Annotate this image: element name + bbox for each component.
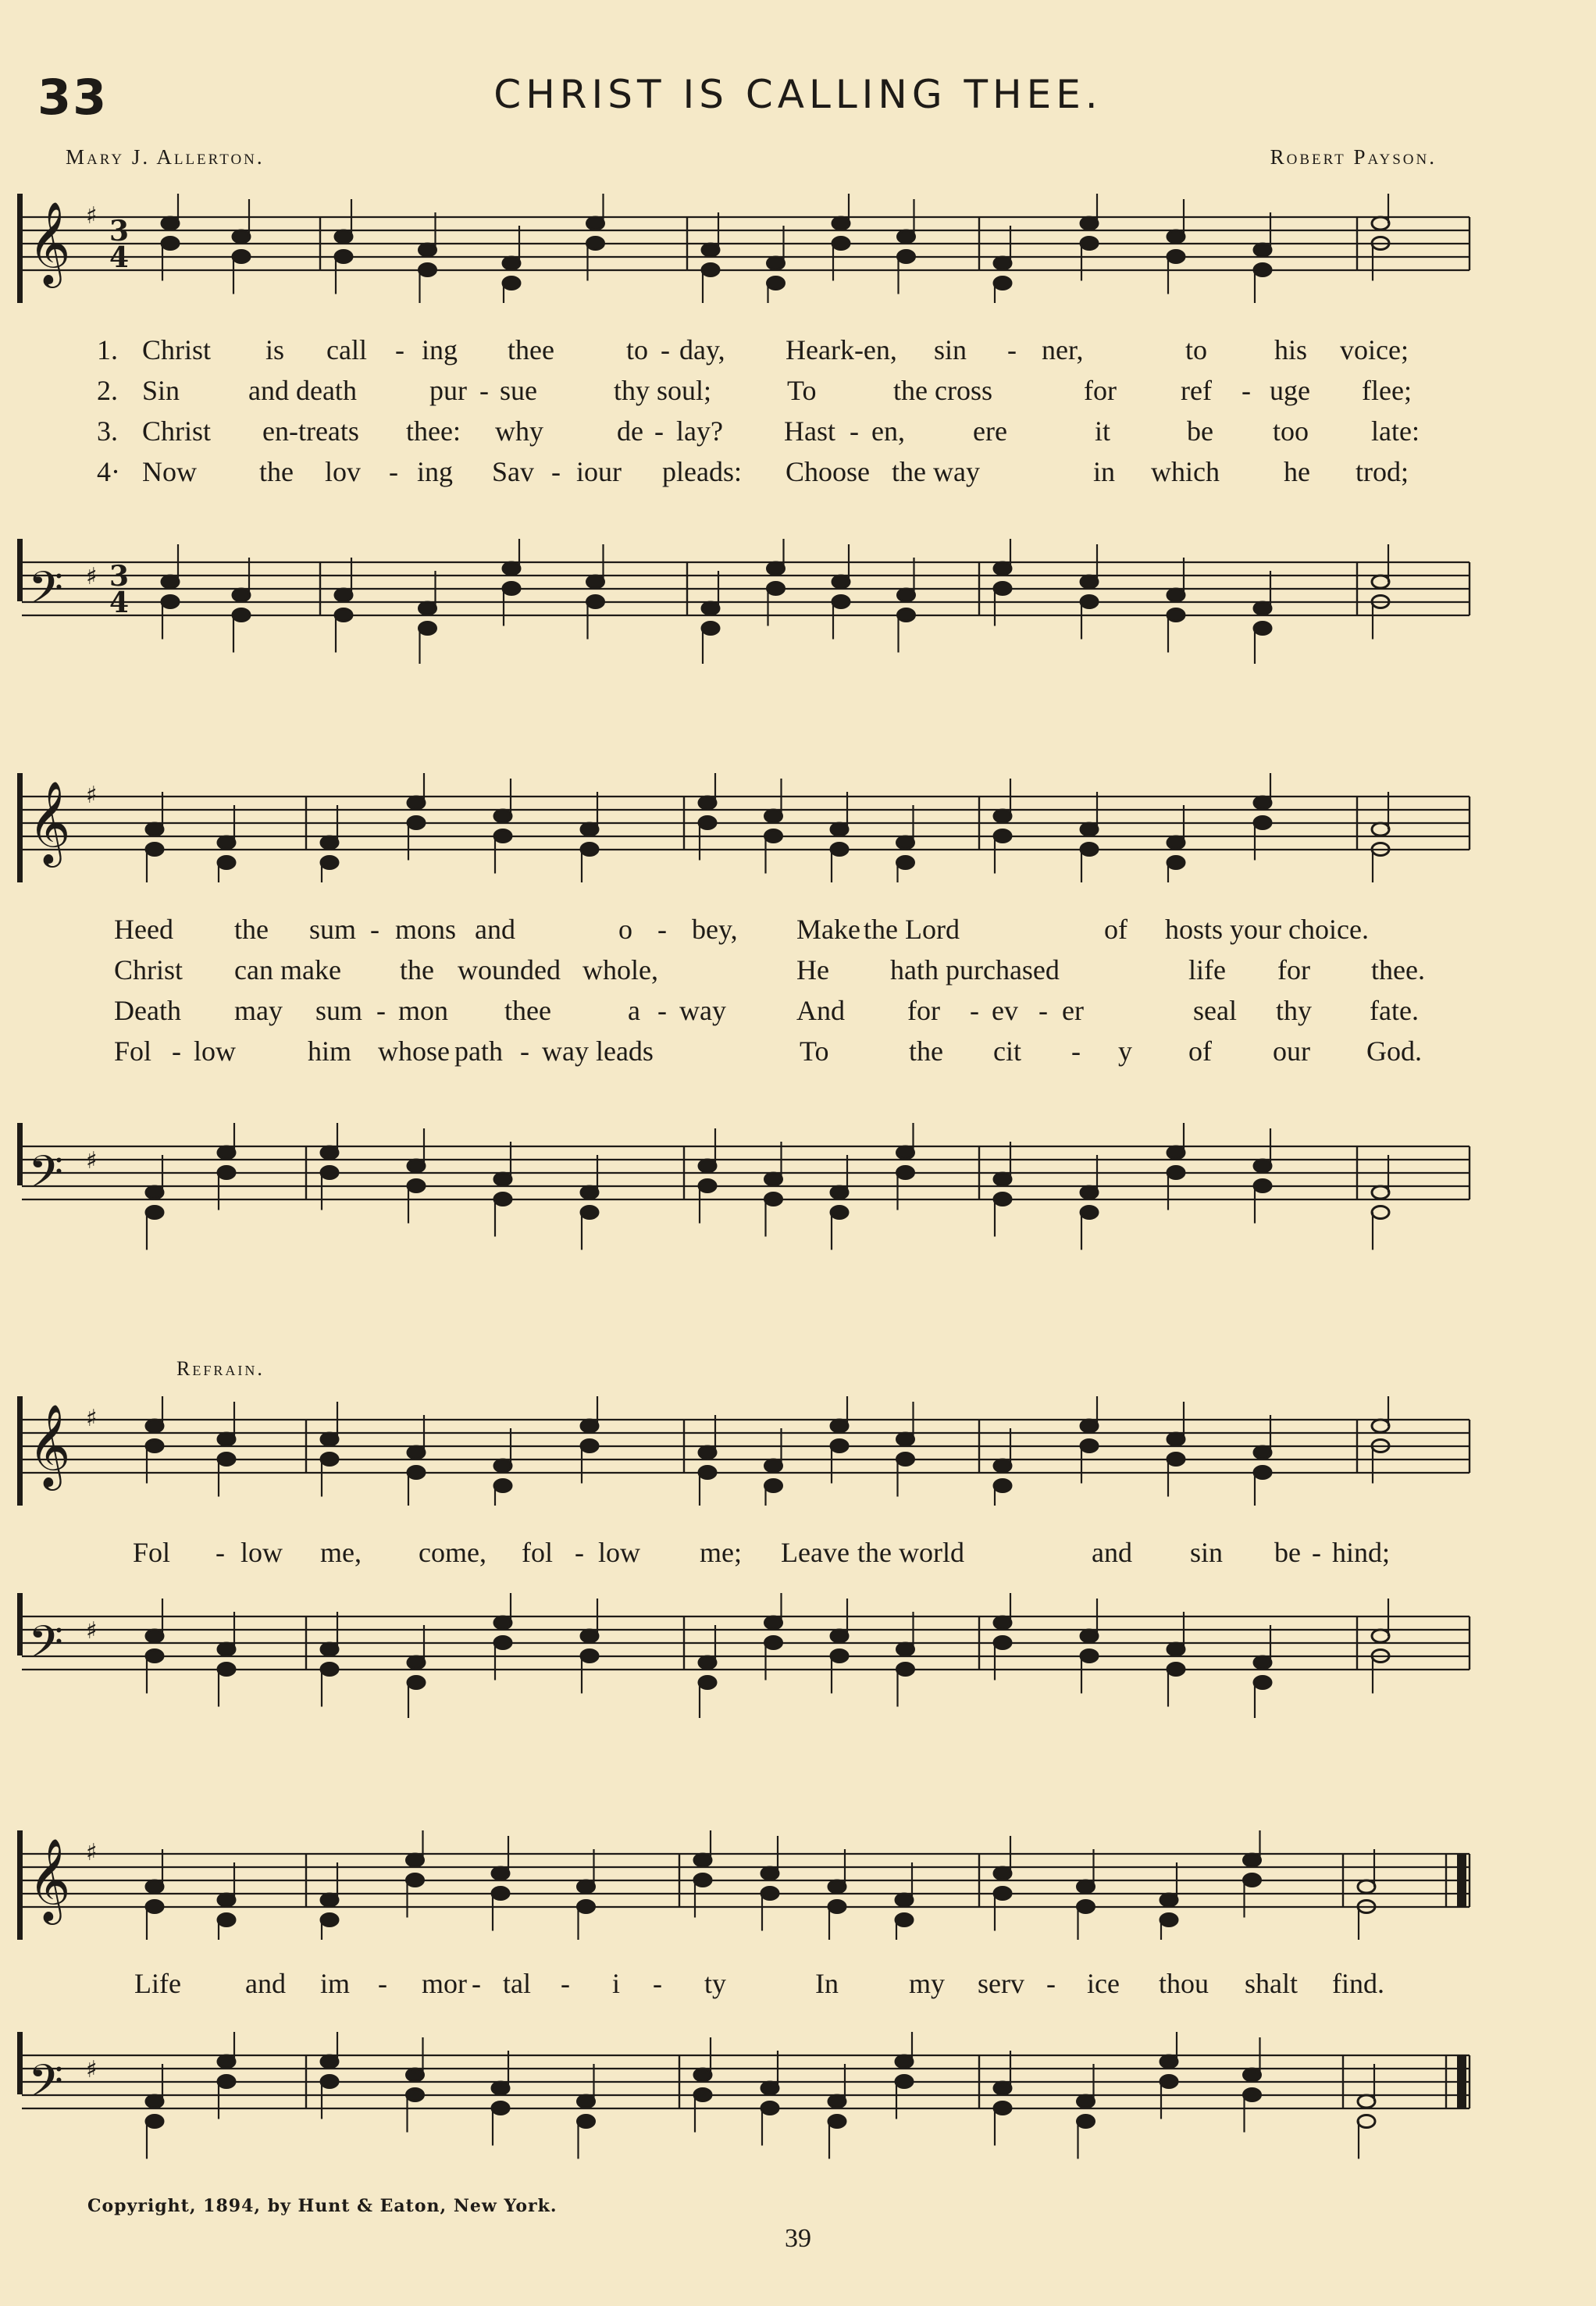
- note-head: [994, 1460, 1011, 1472]
- note-head: [994, 1193, 1011, 1206]
- time-signature: 4: [109, 586, 130, 619]
- copyright-notice: Copyright, 1894, by Hunt & Eaton, New York.: [87, 2196, 558, 2216]
- bass-staff-system-1: [0, 539, 1596, 664]
- note-head: [146, 1901, 163, 1913]
- note-head: [419, 602, 436, 615]
- note-head: [994, 277, 1011, 290]
- note-head: [699, 1160, 716, 1172]
- note-head: [233, 589, 250, 601]
- note-head: [694, 2069, 711, 2081]
- note-head: [1358, 2115, 1375, 2128]
- note-head: [994, 810, 1011, 822]
- note-head: [1167, 230, 1185, 243]
- bass-clef-icon: 𝄢: [28, 561, 64, 626]
- note-head: [897, 1643, 914, 1656]
- note-head: [146, 1630, 163, 1642]
- note-head: [1167, 836, 1185, 849]
- note-head: [1081, 1186, 1098, 1199]
- note-head: [146, 1186, 163, 1199]
- note-head: [1167, 1643, 1185, 1656]
- note-head: [768, 277, 785, 290]
- note-head: [699, 1656, 716, 1669]
- note-head: [335, 589, 352, 601]
- note-head: [218, 1453, 235, 1466]
- note-head: [419, 622, 436, 635]
- note-head: [407, 2069, 424, 2081]
- note-head: [994, 2102, 1011, 2115]
- note-head: [994, 1637, 1011, 1649]
- bass-staff-system-3: [0, 1593, 1596, 1718]
- note-head: [503, 562, 520, 575]
- note-head: [702, 244, 719, 256]
- note-head: [218, 2055, 235, 2068]
- note-head: [1167, 857, 1185, 869]
- note-head: [146, 823, 163, 836]
- note-head: [994, 562, 1011, 575]
- note-head: [1081, 596, 1098, 608]
- note-head: [897, 836, 914, 849]
- note-head: [765, 1637, 782, 1649]
- note-head: [699, 1467, 716, 1479]
- note-head: [896, 1914, 913, 1926]
- note-head: [1081, 1630, 1098, 1642]
- note-head: [761, 1887, 778, 1900]
- note-head: [1372, 1186, 1389, 1199]
- note-head: [1358, 2095, 1375, 2108]
- note-head: [994, 1173, 1011, 1185]
- sharp-icon: ♯: [86, 1147, 98, 1174]
- note-head: [335, 251, 352, 263]
- note-head: [1254, 244, 1271, 256]
- note-head: [831, 1186, 848, 1199]
- note-head: [494, 1460, 511, 1472]
- note-head: [503, 277, 520, 290]
- note-head: [699, 1446, 716, 1459]
- note-head: [581, 1630, 598, 1642]
- note-head: [321, 1643, 338, 1656]
- note-head: [768, 257, 785, 269]
- note-head: [1167, 609, 1185, 622]
- note-head: [321, 1167, 338, 1179]
- note-head: [1254, 797, 1271, 809]
- treble-clef-icon: 𝄞: [28, 1403, 71, 1487]
- note-head: [828, 1901, 846, 1913]
- note-head: [1081, 1420, 1098, 1432]
- composer-credit: Robert Payson.: [1270, 145, 1437, 169]
- final-barline: [1457, 1854, 1466, 1907]
- note-head: [828, 2115, 846, 2128]
- bass-clef-icon: 𝄢: [28, 1146, 64, 1210]
- note-head: [408, 1467, 425, 1479]
- treble-clef-icon: 𝄞: [28, 780, 71, 864]
- note-head: [218, 1433, 235, 1445]
- note-head: [494, 1173, 511, 1185]
- sharp-icon: ♯: [86, 2056, 98, 2083]
- note-head: [581, 1440, 598, 1452]
- note-head: [587, 217, 604, 230]
- note-head: [994, 1480, 1011, 1492]
- note-head: [335, 230, 352, 243]
- note-head: [494, 1637, 511, 1649]
- final-barline: [1457, 2055, 1466, 2108]
- note-head: [492, 2082, 509, 2094]
- note-head: [162, 576, 179, 588]
- note-head: [1254, 602, 1271, 615]
- note-head: [578, 2115, 595, 2128]
- bass-clef-icon: 𝄢: [28, 1616, 64, 1680]
- note-head: [233, 251, 250, 263]
- note-head: [765, 1460, 782, 1472]
- note-head: [408, 797, 425, 809]
- note-head: [1081, 1206, 1098, 1219]
- note-head: [694, 1874, 711, 1887]
- note-head: [898, 251, 915, 263]
- note-head: [1254, 622, 1271, 635]
- note-head: [218, 1914, 235, 1926]
- note-head: [233, 609, 250, 622]
- note-head: [1081, 843, 1098, 856]
- note-head: [828, 1880, 846, 1893]
- note-head: [321, 2055, 338, 2068]
- note-head: [702, 602, 719, 615]
- note-head: [1167, 1146, 1185, 1159]
- note-head: [1372, 1420, 1389, 1432]
- note-head: [1372, 1630, 1389, 1642]
- note-head: [761, 2102, 778, 2115]
- note-head: [1078, 2095, 1095, 2108]
- sharp-icon: ♯: [86, 1839, 98, 1866]
- note-head: [765, 830, 782, 843]
- note-head: [321, 1453, 338, 1466]
- note-head: [321, 1894, 338, 1906]
- note-head: [765, 1193, 782, 1206]
- note-head: [699, 1677, 716, 1689]
- note-head: [494, 1193, 511, 1206]
- note-head: [1244, 2069, 1261, 2081]
- note-head: [587, 596, 604, 608]
- sharp-icon: ♯: [86, 202, 98, 230]
- note-head: [1167, 251, 1185, 263]
- note-head: [1081, 1440, 1098, 1452]
- note-head: [146, 2115, 163, 2128]
- note-head: [407, 2089, 424, 2101]
- note-head: [897, 1167, 914, 1179]
- note-head: [492, 1867, 509, 1880]
- note-head: [1244, 1854, 1261, 1866]
- treble-clef-icon: 𝄞: [28, 1837, 71, 1921]
- note-head: [1372, 217, 1389, 230]
- note-head: [1372, 576, 1389, 588]
- note-head: [1167, 1433, 1185, 1445]
- lyricist-credit: Mary J. Allerton.: [66, 145, 265, 169]
- note-head: [1078, 1901, 1095, 1913]
- note-head: [321, 857, 338, 869]
- note-head: [146, 1440, 163, 1452]
- sharp-icon: ♯: [86, 782, 98, 809]
- note-head: [831, 1650, 848, 1663]
- note-head: [1167, 1663, 1185, 1676]
- note-head: [408, 1446, 425, 1459]
- note-head: [492, 2102, 509, 2115]
- note-head: [408, 1656, 425, 1669]
- note-head: [581, 843, 598, 856]
- note-head: [218, 1146, 235, 1159]
- treble-staff-system-2: [0, 773, 1596, 882]
- time-signature: 3: [109, 560, 130, 593]
- note-head: [832, 217, 850, 230]
- note-head: [702, 264, 719, 276]
- note-head: [1254, 1656, 1271, 1669]
- note-head: [831, 1206, 848, 1219]
- note-head: [897, 1146, 914, 1159]
- note-head: [896, 2055, 913, 2068]
- note-head: [1254, 264, 1271, 276]
- note-head: [581, 1650, 598, 1663]
- note-head: [408, 1677, 425, 1689]
- note-head: [1081, 237, 1098, 250]
- note-head: [1254, 1467, 1271, 1479]
- treble-clef-icon: 𝄞: [28, 201, 71, 284]
- note-head: [1167, 1167, 1185, 1179]
- note-head: [1160, 2076, 1177, 2088]
- treble-staff-system-3: [0, 1396, 1596, 1506]
- note-head: [321, 2076, 338, 2088]
- note-head: [218, 1894, 235, 1906]
- note-head: [494, 830, 511, 843]
- note-head: [994, 1887, 1011, 1900]
- note-head: [146, 2095, 163, 2108]
- note-head: [897, 857, 914, 869]
- note-head: [335, 609, 352, 622]
- note-head: [1254, 1180, 1271, 1192]
- note-head: [162, 217, 179, 230]
- note-head: [578, 1880, 595, 1893]
- note-head: [321, 1914, 338, 1926]
- note-head: [1081, 823, 1098, 836]
- note-head: [765, 1173, 782, 1185]
- note-head: [1078, 1880, 1095, 1893]
- note-head: [898, 230, 915, 243]
- note-head: [831, 1630, 848, 1642]
- note-head: [1160, 2055, 1177, 2068]
- note-head: [1160, 1914, 1177, 1926]
- note-head: [218, 1167, 235, 1179]
- note-head: [1254, 1160, 1271, 1172]
- note-head: [828, 2095, 846, 2108]
- page-number: 39: [785, 2224, 811, 2253]
- sharp-icon: ♯: [86, 1617, 98, 1645]
- note-head: [162, 596, 179, 608]
- note-head: [321, 1663, 338, 1676]
- note-head: [581, 1186, 598, 1199]
- note-head: [1081, 1650, 1098, 1663]
- note-head: [146, 1420, 163, 1432]
- note-head: [162, 237, 179, 250]
- note-head: [1078, 2115, 1095, 2128]
- note-head: [321, 1146, 338, 1159]
- note-head: [581, 1206, 598, 1219]
- note-head: [897, 1433, 914, 1445]
- sharp-icon: ♯: [86, 563, 98, 590]
- note-head: [408, 1160, 425, 1172]
- note-head: [832, 576, 850, 588]
- note-head: [994, 2082, 1011, 2094]
- note-head: [994, 1867, 1011, 1880]
- note-head: [1358, 1880, 1375, 1893]
- treble-staff-system-4: [0, 1830, 1596, 1940]
- note-head: [146, 1650, 163, 1663]
- note-head: [1167, 1453, 1185, 1466]
- note-head: [1372, 1206, 1389, 1219]
- note-head: [761, 2082, 778, 2094]
- note-head: [492, 1887, 509, 1900]
- time-signature: 3: [109, 215, 130, 248]
- note-head: [699, 797, 716, 809]
- note-head: [831, 1440, 848, 1452]
- note-head: [146, 1880, 163, 1893]
- note-head: [218, 836, 235, 849]
- note-head: [408, 1180, 425, 1192]
- note-head: [832, 237, 850, 250]
- note-head: [587, 237, 604, 250]
- note-head: [503, 583, 520, 595]
- note-head: [765, 1616, 782, 1629]
- note-head: [761, 1867, 778, 1880]
- note-head: [994, 1616, 1011, 1629]
- note-head: [699, 817, 716, 829]
- time-signature: 4: [109, 241, 130, 274]
- note-head: [494, 1480, 511, 1492]
- note-head: [994, 830, 1011, 843]
- note-head: [218, 857, 235, 869]
- note-head: [831, 823, 848, 836]
- note-head: [702, 622, 719, 635]
- hymn-title: CHRIST IS CALLING THEE.: [493, 72, 1103, 117]
- note-head: [1081, 217, 1098, 230]
- note-head: [1167, 589, 1185, 601]
- note-head: [503, 257, 520, 269]
- refrain-label: Refrain.: [176, 1357, 265, 1380]
- note-head: [768, 583, 785, 595]
- note-head: [699, 1180, 716, 1192]
- note-head: [587, 576, 604, 588]
- note-head: [494, 1616, 511, 1629]
- note-head: [1160, 1894, 1177, 1906]
- note-head: [994, 583, 1011, 595]
- hymn-number: 33: [37, 69, 109, 126]
- bass-staff-system-2: [0, 1123, 1596, 1263]
- note-head: [831, 843, 848, 856]
- note-head: [1244, 1874, 1261, 1887]
- note-head: [146, 1206, 163, 1219]
- note-head: [146, 843, 163, 856]
- note-head: [765, 1480, 782, 1492]
- note-head: [1254, 817, 1271, 829]
- note-head: [578, 1901, 595, 1913]
- sharp-icon: ♯: [86, 1405, 98, 1432]
- note-head: [1372, 823, 1389, 836]
- note-head: [407, 1874, 424, 1887]
- note-head: [1254, 1446, 1271, 1459]
- note-head: [898, 589, 915, 601]
- note-head: [321, 836, 338, 849]
- note-head: [494, 810, 511, 822]
- note-head: [897, 1663, 914, 1676]
- note-head: [419, 264, 436, 276]
- note-head: [897, 1453, 914, 1466]
- note-head: [581, 823, 598, 836]
- note-head: [218, 1663, 235, 1676]
- treble-staff-system-1: [0, 194, 1596, 303]
- note-head: [896, 2076, 913, 2088]
- bass-staff-system-4: [0, 2032, 1596, 2172]
- note-head: [994, 257, 1011, 269]
- note-head: [694, 1854, 711, 1866]
- note-head: [694, 2089, 711, 2101]
- note-head: [831, 1420, 848, 1432]
- note-head: [898, 609, 915, 622]
- note-head: [233, 230, 250, 243]
- note-head: [218, 1643, 235, 1656]
- note-head: [581, 1420, 598, 1432]
- note-head: [765, 810, 782, 822]
- note-head: [419, 244, 436, 256]
- note-head: [321, 1433, 338, 1445]
- note-head: [896, 1894, 913, 1906]
- note-head: [1244, 2089, 1261, 2101]
- note-head: [408, 817, 425, 829]
- note-head: [578, 2095, 595, 2108]
- note-head: [1081, 576, 1098, 588]
- note-head: [218, 2076, 235, 2088]
- note-head: [1254, 1677, 1271, 1689]
- note-head: [768, 562, 785, 575]
- bass-clef-icon: 𝄢: [28, 2055, 64, 2119]
- note-head: [832, 596, 850, 608]
- note-head: [407, 1854, 424, 1866]
